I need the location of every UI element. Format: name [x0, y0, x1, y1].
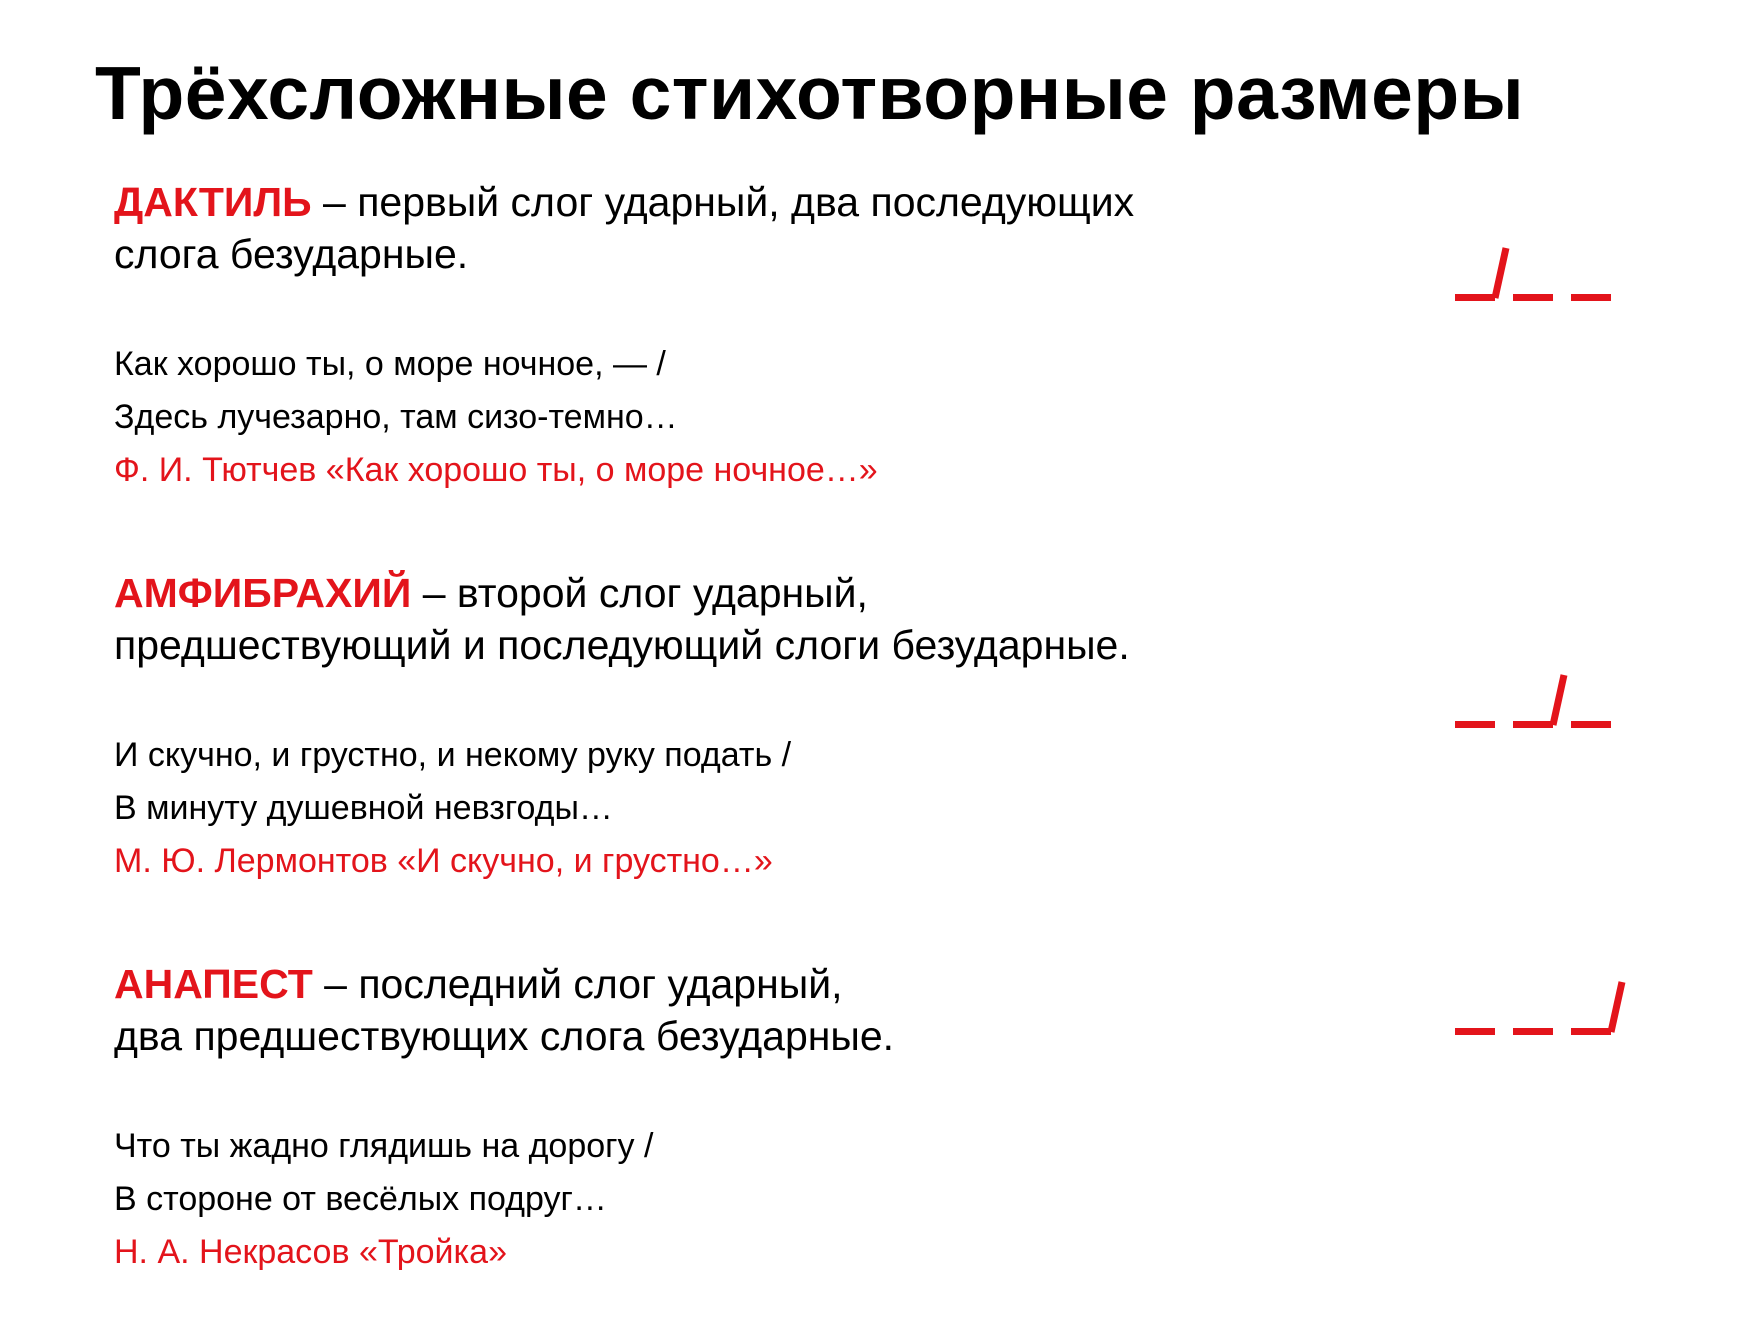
stress-accent-mark — [1611, 982, 1622, 1032]
term-label: АНАПЕСТ — [114, 961, 313, 1007]
meter-scheme-svg — [1455, 228, 1635, 318]
definition-text: – второй слог ударный, — [411, 570, 868, 616]
unstressed-syllable-mark — [1455, 721, 1495, 728]
definition-text: – первый слог ударный, два последующих — [311, 179, 1135, 225]
definition-anapest — [114, 958, 1264, 1062]
stressed-syllable-mark — [1571, 1028, 1611, 1035]
poem-author: Ф. И. Тютчев «Как хорошо ты, о море ночное…» — [114, 451, 878, 489]
definition-text: слога безударные. — [114, 231, 469, 277]
unstressed-syllable-mark — [1455, 1028, 1495, 1035]
poem-author: Н. А. Некрасов «Тройка» — [114, 1233, 507, 1271]
poem-line: Что ты жадно глядишь на дорогу / — [114, 1127, 654, 1165]
definition-amphibrach — [114, 567, 1264, 671]
term-label: АМФИБРАХИЙ — [114, 570, 412, 616]
section-amphibrach — [114, 567, 1264, 888]
definition-text: два предшествующих слога безударные. — [114, 1013, 895, 1059]
unstressed-syllable-mark — [1571, 294, 1611, 301]
definition-dactyl — [114, 176, 1264, 280]
definition-text: – последний слог ударный, — [312, 961, 843, 1007]
stressed-syllable-mark — [1455, 294, 1495, 301]
meter-scheme-anapest — [1455, 962, 1635, 1052]
poem-line: И скучно, и грустно, и некому руку подать / — [114, 736, 792, 774]
poem-line: В минуту душевной невзгоды… — [114, 789, 613, 827]
section-anapest — [114, 958, 1264, 1279]
meter-scheme-amphibrach — [1455, 655, 1635, 745]
meter-scheme-svg — [1455, 962, 1635, 1052]
unstressed-syllable-mark — [1513, 294, 1553, 301]
stressed-syllable-mark — [1513, 721, 1553, 728]
poem-quote — [114, 338, 1264, 497]
unstressed-syllable-mark — [1571, 721, 1611, 728]
term-label: ДАКТИЛЬ — [114, 179, 312, 225]
page-title: Трёхсложные стихотворные размеры — [95, 51, 1525, 135]
section-dactyl — [114, 176, 1264, 497]
meter-scheme-dactyl — [1455, 228, 1635, 318]
poem-author: М. Ю. Лермонтов «И скучно, и грустно…» — [114, 842, 773, 880]
stress-accent-mark — [1553, 675, 1564, 725]
definition-text: предшествующий и последующий слоги безударные. — [114, 622, 1130, 668]
poem-quote — [114, 729, 1264, 888]
meter-scheme-svg — [1455, 655, 1635, 745]
poem-line: Как хорошо ты, о море ночное, — / — [114, 345, 666, 383]
unstressed-syllable-mark — [1513, 1028, 1553, 1035]
stress-accent-mark — [1495, 248, 1506, 298]
poem-quote — [114, 1120, 1264, 1279]
poem-line: В стороне от весёлых подруг… — [114, 1180, 607, 1218]
poem-line: Здесь лучезарно, там сизо-темно… — [114, 398, 678, 436]
